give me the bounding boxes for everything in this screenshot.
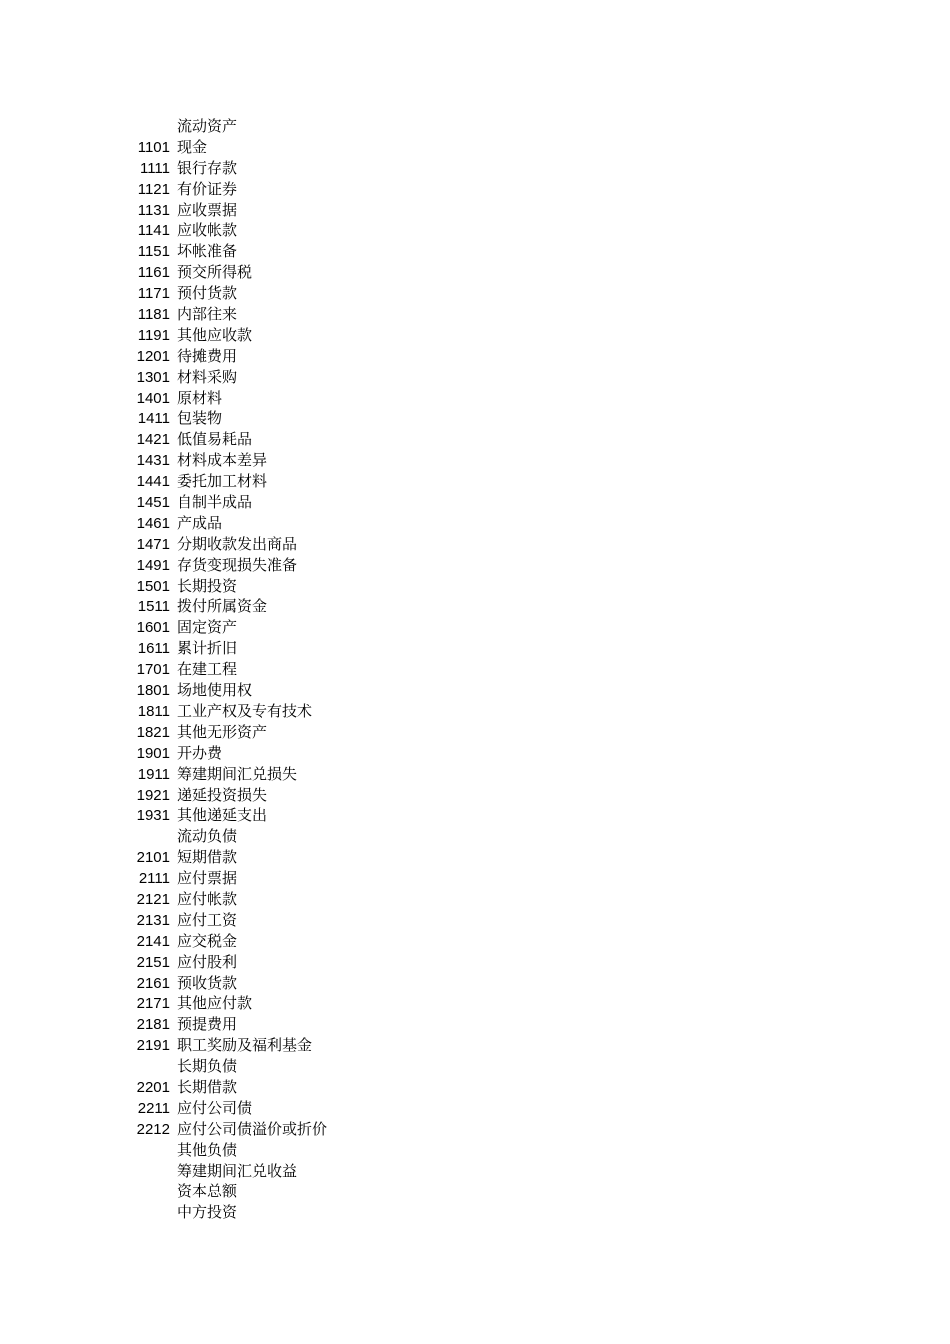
account-row — [0, 1140, 327, 1161]
account-row — [0, 450, 327, 471]
account-name: 应付工资 — [177, 910, 238, 929]
account-name: 有价证券 — [177, 179, 238, 198]
account-row — [0, 429, 327, 450]
account-row — [0, 952, 327, 973]
account-row — [0, 931, 327, 952]
account-row — [0, 973, 327, 994]
account-name: 短期借款 — [177, 848, 238, 867]
account-name: 筹建期间汇兑损失 — [177, 764, 298, 783]
account-name: 中方投资 — [177, 1203, 238, 1222]
account-row — [0, 388, 327, 409]
account-code: 1201 — [136, 347, 170, 365]
account-name: 现金 — [177, 137, 208, 156]
account-row — [0, 241, 327, 262]
account-code: 2212 — [136, 1120, 170, 1138]
account-name: 资本总额 — [177, 1182, 238, 1201]
account-row — [0, 847, 327, 868]
account-name: 银行存款 — [177, 158, 238, 177]
account-name: 职工奖励及福利基金 — [177, 1036, 313, 1055]
account-row — [0, 1056, 327, 1077]
account-name: 其他负债 — [177, 1140, 238, 1159]
account-row — [0, 492, 327, 513]
account-name: 拨付所属资金 — [177, 597, 268, 616]
account-code: 2181 — [136, 1016, 170, 1034]
account-row — [0, 555, 327, 576]
account-code: 2111 — [138, 870, 170, 888]
account-name: 固定资产 — [177, 618, 238, 637]
account-row — [0, 764, 327, 785]
account-list — [0, 116, 327, 1223]
account-row — [0, 179, 327, 200]
account-code: 2151 — [136, 953, 170, 971]
account-row — [0, 596, 327, 617]
account-row — [0, 137, 327, 158]
account-name: 其他应付款 — [177, 994, 253, 1013]
account-code: 2201 — [136, 1078, 170, 1096]
account-name: 坏帐准备 — [177, 242, 238, 261]
account-name: 委托加工材料 — [177, 472, 268, 491]
account-row — [0, 408, 327, 429]
account-code: 1451 — [136, 494, 170, 512]
account-code: 1131 — [137, 201, 170, 219]
account-row — [0, 1202, 327, 1223]
account-name: 预提费用 — [177, 1015, 238, 1034]
account-code: 1301 — [136, 368, 170, 386]
account-row — [0, 1119, 327, 1140]
account-code: 1181 — [137, 306, 170, 324]
account-row — [0, 576, 327, 597]
account-row — [0, 367, 327, 388]
account-name: 分期收款发出商品 — [177, 534, 298, 553]
account-code: 1601 — [136, 619, 170, 637]
account-code: 1191 — [137, 326, 170, 344]
account-name: 存货变现损失准备 — [177, 555, 298, 574]
account-name: 预收货款 — [177, 973, 238, 992]
account-code: 1811 — [137, 702, 170, 720]
account-name: 应收票据 — [177, 200, 238, 219]
account-row — [0, 868, 327, 889]
account-name: 筹建期间汇兑收益 — [177, 1161, 298, 1180]
account-code: 1161 — [137, 264, 170, 282]
account-name: 预付货款 — [177, 284, 238, 303]
account-row — [0, 304, 327, 325]
account-code: 1431 — [136, 452, 170, 470]
account-code: 1151 — [137, 243, 170, 261]
account-code: 1141 — [137, 222, 170, 240]
account-code: 1801 — [136, 682, 170, 700]
account-code: 1411 — [137, 410, 170, 428]
account-row — [0, 116, 327, 137]
account-code: 2171 — [136, 995, 170, 1013]
account-name: 其他递延支出 — [177, 806, 268, 825]
account-code: 1931 — [136, 807, 170, 825]
account-code: 1171 — [137, 285, 170, 303]
account-code: 2101 — [136, 849, 170, 867]
account-code: 1471 — [136, 535, 170, 553]
account-name: 场地使用权 — [177, 681, 253, 700]
account-code: 1701 — [136, 661, 170, 679]
account-code: 1491 — [136, 556, 170, 574]
account-name: 包装物 — [177, 409, 223, 428]
account-row — [0, 1035, 327, 1056]
account-row — [0, 534, 327, 555]
account-row — [0, 638, 327, 659]
account-code: 1401 — [136, 389, 170, 407]
account-code: 1821 — [136, 723, 170, 741]
account-row — [0, 220, 327, 241]
account-name: 产成品 — [177, 513, 223, 532]
account-row — [0, 785, 327, 806]
account-name: 累计折旧 — [177, 639, 238, 658]
account-code: 1611 — [137, 640, 170, 658]
account-row — [0, 1181, 327, 1202]
account-name: 流动资产 — [177, 117, 238, 135]
account-row — [0, 680, 327, 701]
account-row — [0, 158, 327, 179]
account-code: 1911 — [137, 765, 170, 783]
account-name: 应付票据 — [177, 869, 238, 888]
account-row — [0, 346, 327, 367]
account-name: 其他应收款 — [177, 325, 253, 344]
account-name: 流动负债 — [177, 827, 238, 846]
account-code: 2211 — [137, 1099, 170, 1117]
account-name: 长期投资 — [177, 576, 238, 595]
account-name: 原材料 — [177, 388, 223, 407]
account-name: 在建工程 — [177, 660, 238, 679]
account-code: 1511 — [137, 598, 170, 616]
account-row — [0, 325, 327, 346]
account-row — [0, 993, 327, 1014]
account-row — [0, 200, 327, 221]
account-name: 低值易耗品 — [177, 430, 253, 449]
account-row — [0, 1077, 327, 1098]
account-row — [0, 722, 327, 743]
account-code: 2141 — [136, 932, 170, 950]
account-row — [0, 1161, 327, 1182]
account-name: 待摊费用 — [177, 346, 238, 365]
account-row — [0, 283, 327, 304]
account-row — [0, 889, 327, 910]
account-code: 1461 — [136, 514, 170, 532]
account-code: 2191 — [136, 1037, 170, 1055]
account-row — [0, 1098, 327, 1119]
account-row — [0, 743, 327, 764]
account-name: 应付股利 — [177, 952, 238, 971]
account-row — [0, 513, 327, 534]
account-row — [0, 910, 327, 931]
account-code: 1901 — [136, 744, 170, 762]
account-name: 材料采购 — [177, 367, 238, 386]
account-code: 2161 — [136, 974, 170, 992]
account-name: 工业产权及专有技术 — [177, 701, 313, 720]
account-code: 1421 — [136, 431, 170, 449]
account-name: 长期负债 — [177, 1057, 238, 1076]
account-name: 材料成本差异 — [177, 451, 268, 470]
account-name: 应付公司债 — [177, 1098, 253, 1117]
account-name: 应付帐款 — [177, 889, 238, 908]
account-code: 2131 — [136, 911, 170, 929]
account-row — [0, 471, 327, 492]
account-row — [0, 617, 327, 638]
account-row — [0, 826, 327, 847]
account-code: 1101 — [137, 138, 170, 156]
account-name: 预交所得税 — [177, 263, 253, 282]
account-name: 内部往来 — [177, 305, 238, 324]
account-row — [0, 659, 327, 680]
account-name: 其他无形资产 — [177, 722, 268, 741]
account-name: 应付公司债溢价或折价 — [177, 1119, 328, 1138]
account-code: 1441 — [136, 473, 170, 491]
account-name: 应交税金 — [177, 931, 238, 950]
account-row — [0, 701, 327, 722]
account-code: 1111 — [139, 159, 170, 177]
account-row — [0, 805, 327, 826]
account-code: 1501 — [136, 577, 170, 595]
account-row — [0, 1014, 327, 1035]
account-name: 递延投资损失 — [177, 785, 268, 804]
account-code: 1121 — [137, 180, 170, 198]
account-name: 开办费 — [177, 743, 223, 762]
account-code: 1921 — [136, 786, 170, 804]
account-code: 2121 — [136, 890, 170, 908]
account-name: 应收帐款 — [177, 221, 238, 240]
account-row — [0, 262, 327, 283]
account-name: 长期借款 — [177, 1077, 238, 1096]
account-name: 自制半成品 — [177, 493, 253, 512]
